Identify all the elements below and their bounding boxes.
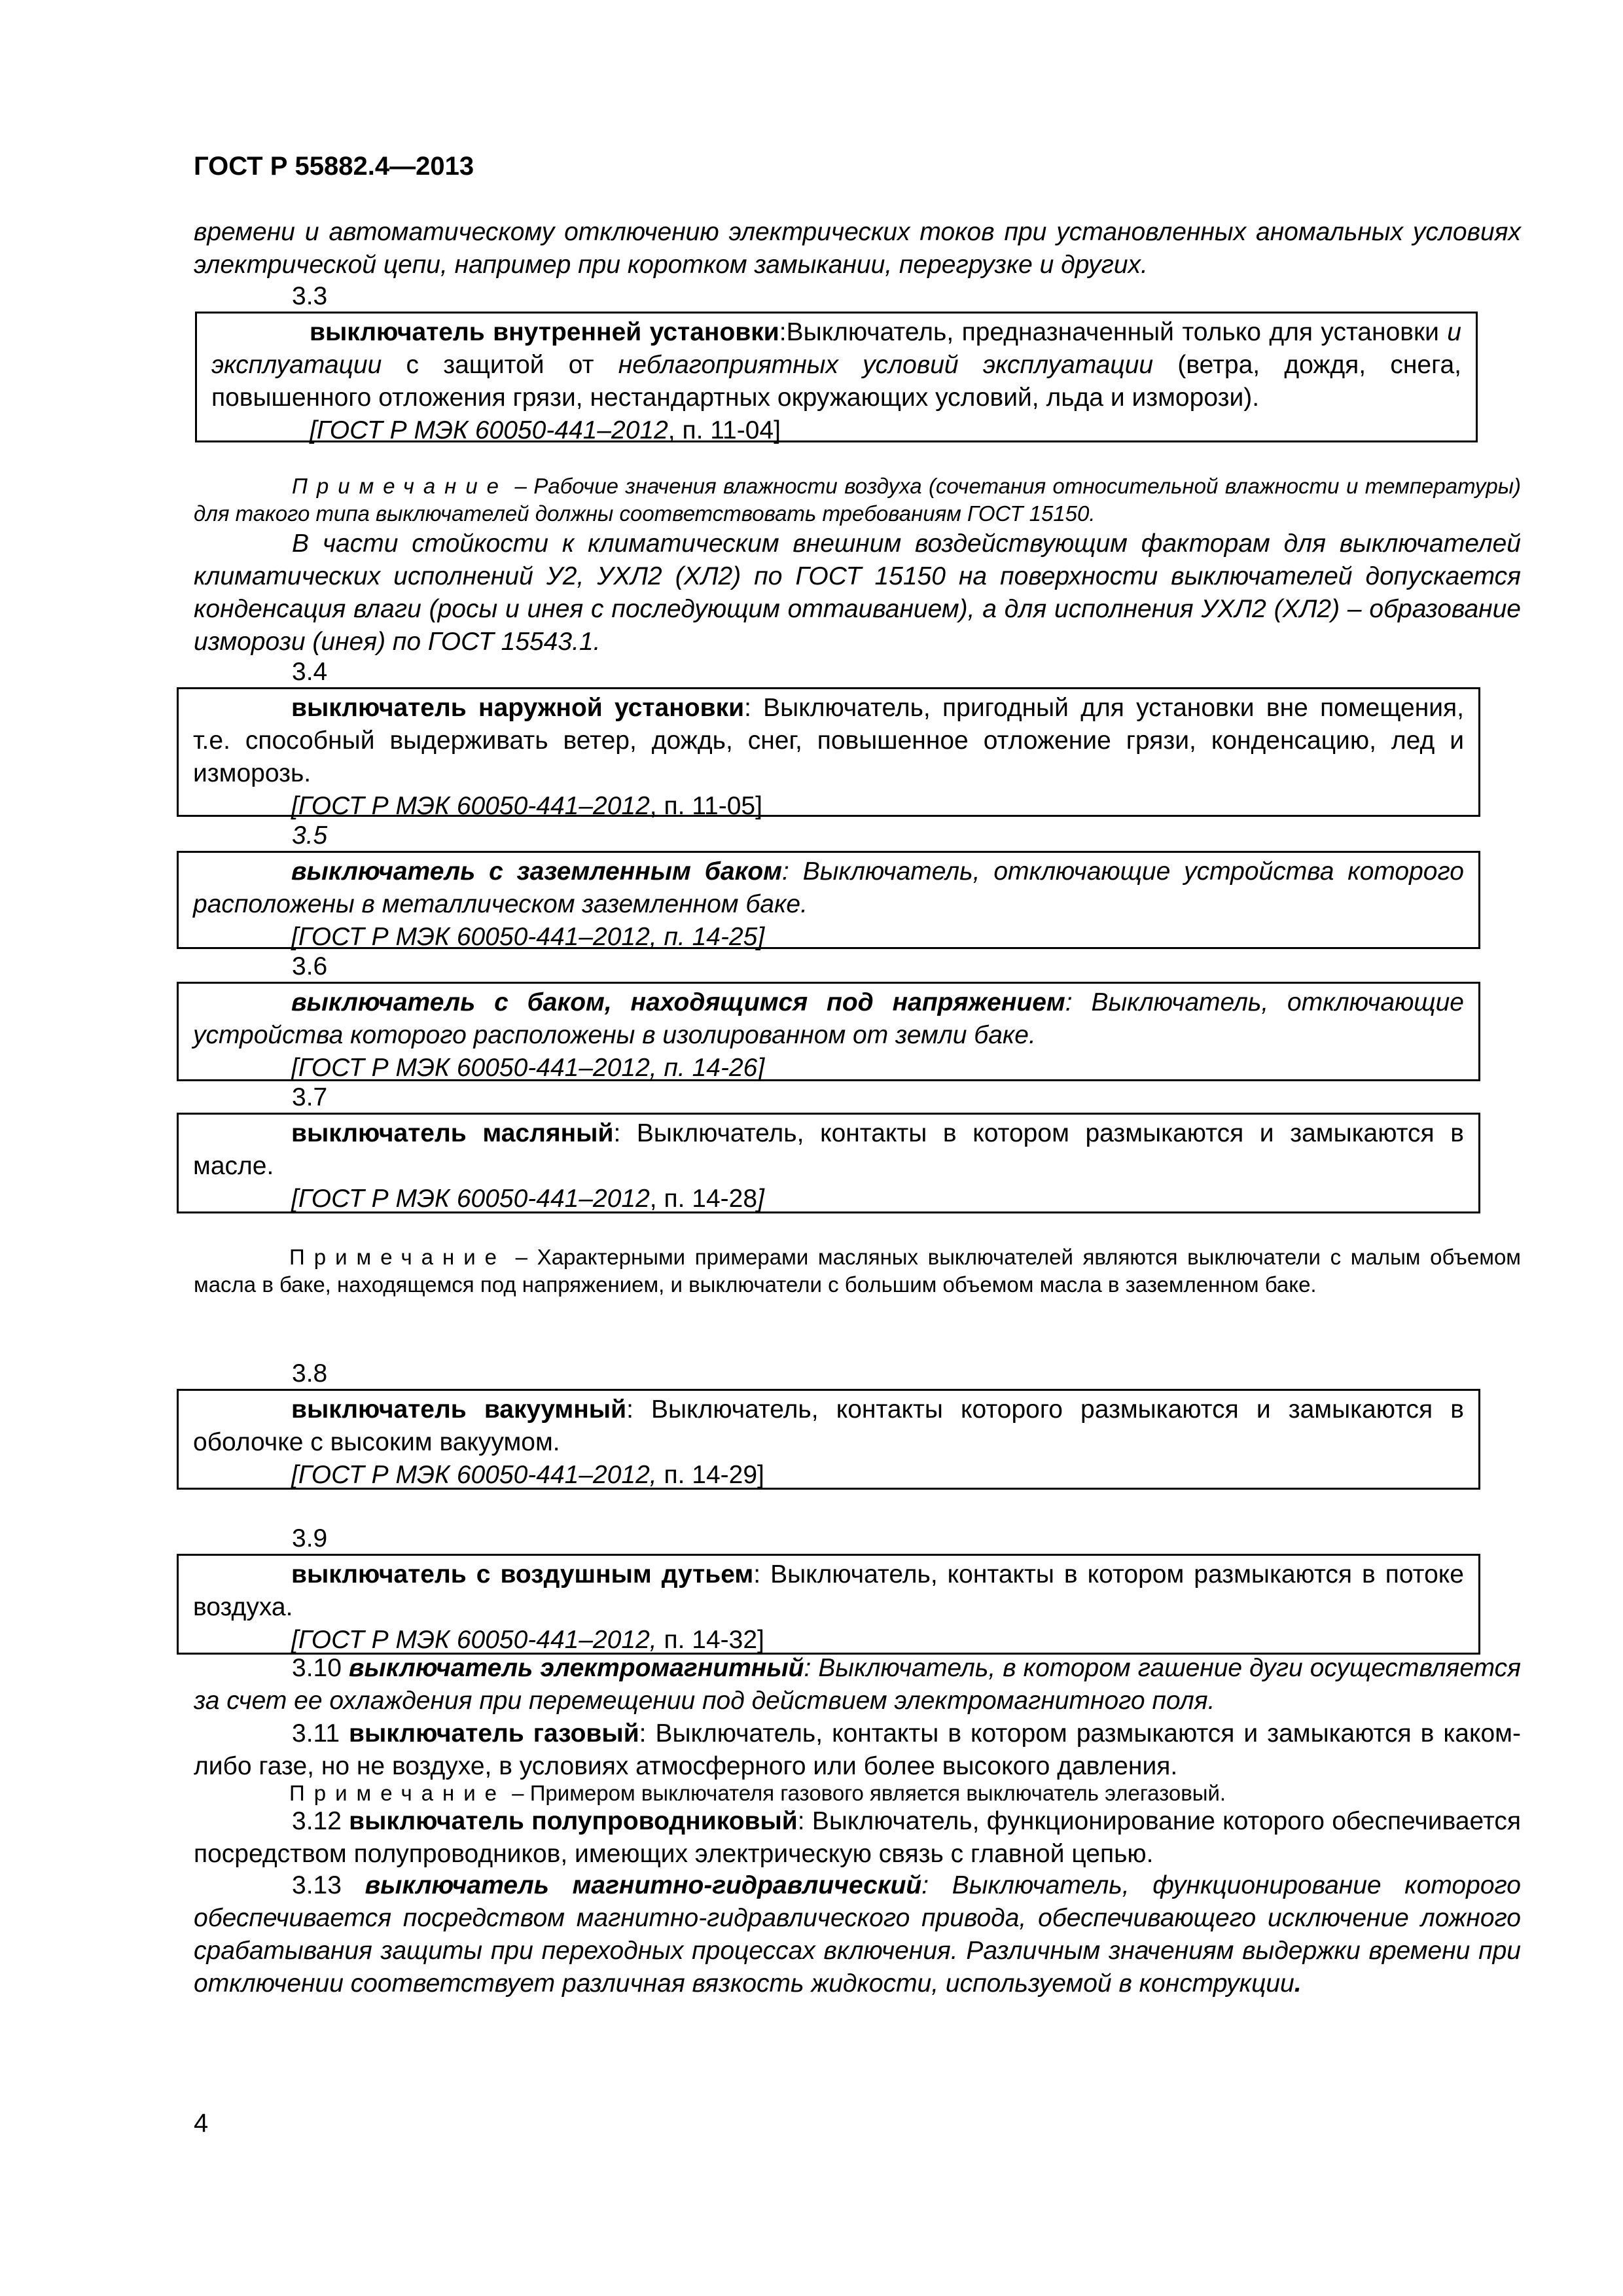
term-3-12 [194,1805,1521,1871]
term-box-3-9 [177,1554,1480,1655]
term-3-10 [194,1652,1521,1717]
definition-text: : Выключатель, функционирование которого обеспечивается посредством магнитно-гидравлического привода, обеспечивающего исключение ложного срабатывания защиты при переходных процессах включения. Различным значениям выдержки времени при отключении соответствует различная вязкость жидкости, используемой в конструкции [194,1871,1521,1998]
page-number: 4 [194,2109,209,2138]
note-3 [194,1782,1521,1805]
term-box-3-5 [177,851,1480,949]
term-definition-3-7 [193,1117,1464,1183]
term-name-3-10: выключатель электромагнитный [348,1654,804,1682]
definition-text: : Выключатель, функционирование которого обеспечивается посредством полупроводников, имеющих электрическую связь с главной цепью. [194,1807,1521,1868]
term-box-3-3 [195,312,1478,442]
reference-clause: п. 14-29] [656,1461,764,1489]
term-definition-3-8 [193,1393,1464,1459]
term-box-3-4 [177,687,1480,820]
term-reference-3-5: [ГОСТ Р МЭК 60050-441–2012, п. 14-25] [291,923,765,951]
definition-text-italic: неблагоприятных условий эксплуатации [618,351,1154,379]
term-number-3-3: 3.3 [292,282,328,310]
reference-source: [ГОСТ Р МЭК 60050-441–2012 [310,416,668,444]
note-label: Примечание [289,1245,507,1269]
term-3-13 [194,1869,1521,2000]
intro-paragraph: времени и автоматическому отключению электрических токов при установленных аномальных условиях электрической цепи, например при коротком замыкании, перегрузке и других. [194,218,1521,279]
term-definition-3-4 [193,692,1464,790]
term-number-3-4: 3.4 [292,658,328,686]
term-box-3-8 [177,1389,1480,1490]
term-number-3-7: 3.7 [292,1083,328,1111]
definition-text: : Выключатель, контакты в котором размыкаются в потоке воздуха. [193,1560,1464,1621]
term-name-3-9: выключатель с воздушным дутьем [291,1560,754,1588]
term-reference-3-7 [193,1183,1464,1215]
definition-text-italic: и эксплуатации [211,318,1461,379]
reference-clause: , п. 14-28 [649,1185,758,1213]
term-number-3-13: 3.13 [292,1871,365,1899]
definition-text: : Выключатель, пригодный для установки вне помещения, т.е. способный выдерживать ветер, дождь, снег, повышенное отложение грязи, конденсацию, лед и изморозь. [193,694,1464,787]
term-reference-3-4 [193,790,1464,823]
term-name-3-5: выключатель с заземленным баком [291,857,783,886]
definition-text: : Выключатель, контакты в котором размыкаются и замыкаются в каком-либо газе, но не воздухе, в условиях атмосферного или более высокого давления. [194,1719,1521,1780]
term-name-3-12: выключатель полупроводниковый [349,1807,798,1835]
reference-source: [ГОСТ Р МЭК 60050-441–2012, [291,1461,657,1489]
reference-clause: , п. 11-05] [649,792,762,820]
reference-clause: , п. 11-04] [668,416,781,444]
note-text: – Примером выключателя газового является выключатель элегазовый. [506,1781,1226,1805]
reference-bracket: ] [757,1185,764,1213]
reference-clause: п. 14-32] [656,1626,764,1654]
document-header: ГОСТ Р 55882.4—2013 [194,152,474,181]
term-number-3-6: 3.6 [292,952,328,980]
climate-paragraph: В части стойкости к климатическим внешним воздействующим факторам для выключателей климатических исполнений У2, УХЛ2 (ХЛ2) по ГОСТ 15150 на поверхности выключателей допускается конденсация влаги (росы и инея с последующим оттаиванием), а для исполнения УХЛ2 (ХЛ2) – образование изморози (инея) по ГОСТ 15543.1. [194,529,1521,656]
term-number-3-11: 3.11 [292,1719,349,1748]
term-3-11 [194,1717,1521,1783]
term-reference-3-3 [211,414,1461,447]
definition-text: (ветра, дождя, снега, повышенного отложения грязи, нестандартных окружающих условий, льда и изморози). [211,351,1461,412]
reference-source: [ГОСТ Р МЭК 60050-441–2012, [291,1626,657,1654]
term-definition-3-3 [211,316,1461,414]
term-name-3-4: выключатель наружной установки [291,694,745,722]
definition-text: : Выключатель, в котором гашение дуги осуществляется за счет ее охлаждения при перемещении под действием электромагнитного поля. [194,1654,1521,1715]
term-definition-3-6 [193,986,1464,1052]
term-reference-3-8 [193,1459,1464,1492]
term-name-3-3: выключатель внутренней установки [310,318,779,346]
definition-text: : Выключатель, контакты которого размыкаются и замыкаются в оболочке с высоким вакуумом. [193,1395,1464,1456]
reference-source: [ГОСТ Р МЭК 60050-441–2012 [291,1185,650,1213]
term-reference-3-6: [ГОСТ Р МЭК 60050-441–2012, п. 14-26] [291,1054,765,1082]
term-number-3-10: 3.10 [292,1654,349,1682]
definition-end-period: . [1294,1969,1302,1998]
definition-text: :Выключатель, предназначенный только для установки [779,318,1448,346]
definition-text: : Выключатель, контакты в котором размыкаются и замыкаются в масле. [193,1119,1464,1180]
definition-text: с защитой от [382,351,618,379]
term-name-3-7: выключатель масляный [291,1119,614,1147]
term-number-3-8: 3.8 [292,1359,328,1388]
term-definition-3-9 [193,1558,1464,1624]
note-2 [194,1244,1521,1299]
term-number-3-9: 3.9 [292,1524,328,1552]
note-label: Примечание [292,474,508,498]
reference-source: [ГОСТ Р МЭК 60050-441–2012 [291,792,650,820]
term-name-3-6: выключатель с баком, находящимся под напряжением [291,988,1065,1016]
term-box-3-7 [177,1113,1480,1213]
term-box-3-6 [177,982,1480,1081]
note-1 [194,473,1521,528]
note-text: – Рабочие значения влажности воздуха (сочетания относительной влажности и температуры) для такого типа выключателей должны соответствовать требованиям ГОСТ 15150. [194,474,1521,526]
note-text: – Характерными примерами масляных выключателей являются выключатели с малым объемом масла в баке, находящемся под напряжением, и выключатели с большим объемом масла в заземленном баке. [194,1245,1521,1297]
term-name-3-8: выключатель вакуумный [291,1395,627,1424]
term-definition-3-5 [193,855,1464,921]
note-label: Примечание [289,1781,507,1805]
definition-text: : Выключатель, отключающие устройства которого расположены в металлическом заземленном баке. [193,857,1464,918]
term-number-3-5: 3.5 [292,821,328,850]
term-name-3-13: выключатель магнитно-гидравлический [365,1871,922,1899]
term-number-3-12: 3.12 [292,1807,349,1835]
term-name-3-11: выключатель газовый [349,1719,639,1748]
definition-text: : Выключатель, отключающие устройства которого расположены в изолированном от земли баке. [193,988,1464,1049]
